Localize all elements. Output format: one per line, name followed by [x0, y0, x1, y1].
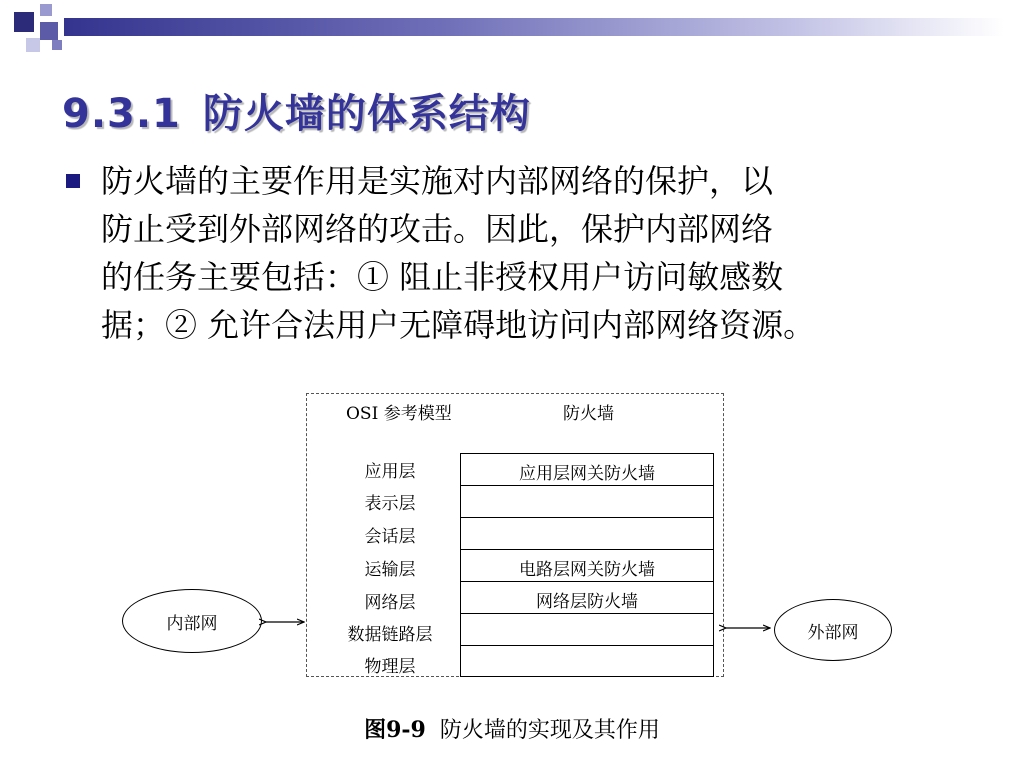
slide-title: [62, 82, 531, 139]
bullet-paragraph: [101, 157, 981, 349]
osi-layer-label: 应用层: [364, 462, 416, 482]
bullet-line: 的任务主要包括：① 阻止非授权用户访问敏感数: [101, 258, 784, 296]
figure-caption-text: 防火墙的实现及其作用: [439, 718, 660, 743]
osi-layer-label: 网络层: [364, 593, 416, 613]
deco-square: [40, 22, 58, 40]
figure-caption: [0, 713, 1024, 744]
osi-layer-label: 运输层: [364, 560, 416, 580]
osi-header: OSI 参考模型: [346, 404, 452, 424]
osi-layer-label: 表示层: [364, 494, 416, 514]
osi-layer-label: 会话层: [364, 527, 416, 547]
external-network-label: 外部网: [807, 622, 859, 643]
firewall-header: 防火墙: [563, 404, 614, 424]
bullet-marker: [66, 174, 80, 188]
header-bar: [64, 18, 1004, 36]
section-number: 9.3.1: [62, 91, 181, 137]
figure-number: 图9-9: [364, 717, 426, 743]
bullet-line: 防火墙的主要作用是实施对内部网络的保护，以: [101, 162, 774, 200]
deco-square: [40, 4, 52, 16]
firewall-cell: 电路层网关防火墙: [519, 560, 655, 580]
bullet-line: 防止受到外部网络的攻击。因此，保护内部网络: [101, 210, 774, 248]
connector-arrows: [110, 385, 910, 690]
internal-network-label: 内部网: [166, 613, 218, 634]
firewall-diagram: [110, 385, 910, 690]
bullet-line: 据；② 允许合法用户无障碍地访问内部网络资源。: [101, 306, 816, 344]
firewall-cell: 应用层网关防火墙: [519, 464, 655, 484]
firewall-cell: 网络层防火墙: [536, 592, 638, 612]
deco-square: [52, 40, 62, 50]
deco-square: [26, 38, 40, 52]
deco-square: [14, 12, 34, 32]
title-text: 防火墙的体系结构: [202, 91, 531, 137]
osi-layer-label: 物理层: [364, 657, 416, 677]
osi-layer-label: 数据链路层: [347, 625, 433, 645]
